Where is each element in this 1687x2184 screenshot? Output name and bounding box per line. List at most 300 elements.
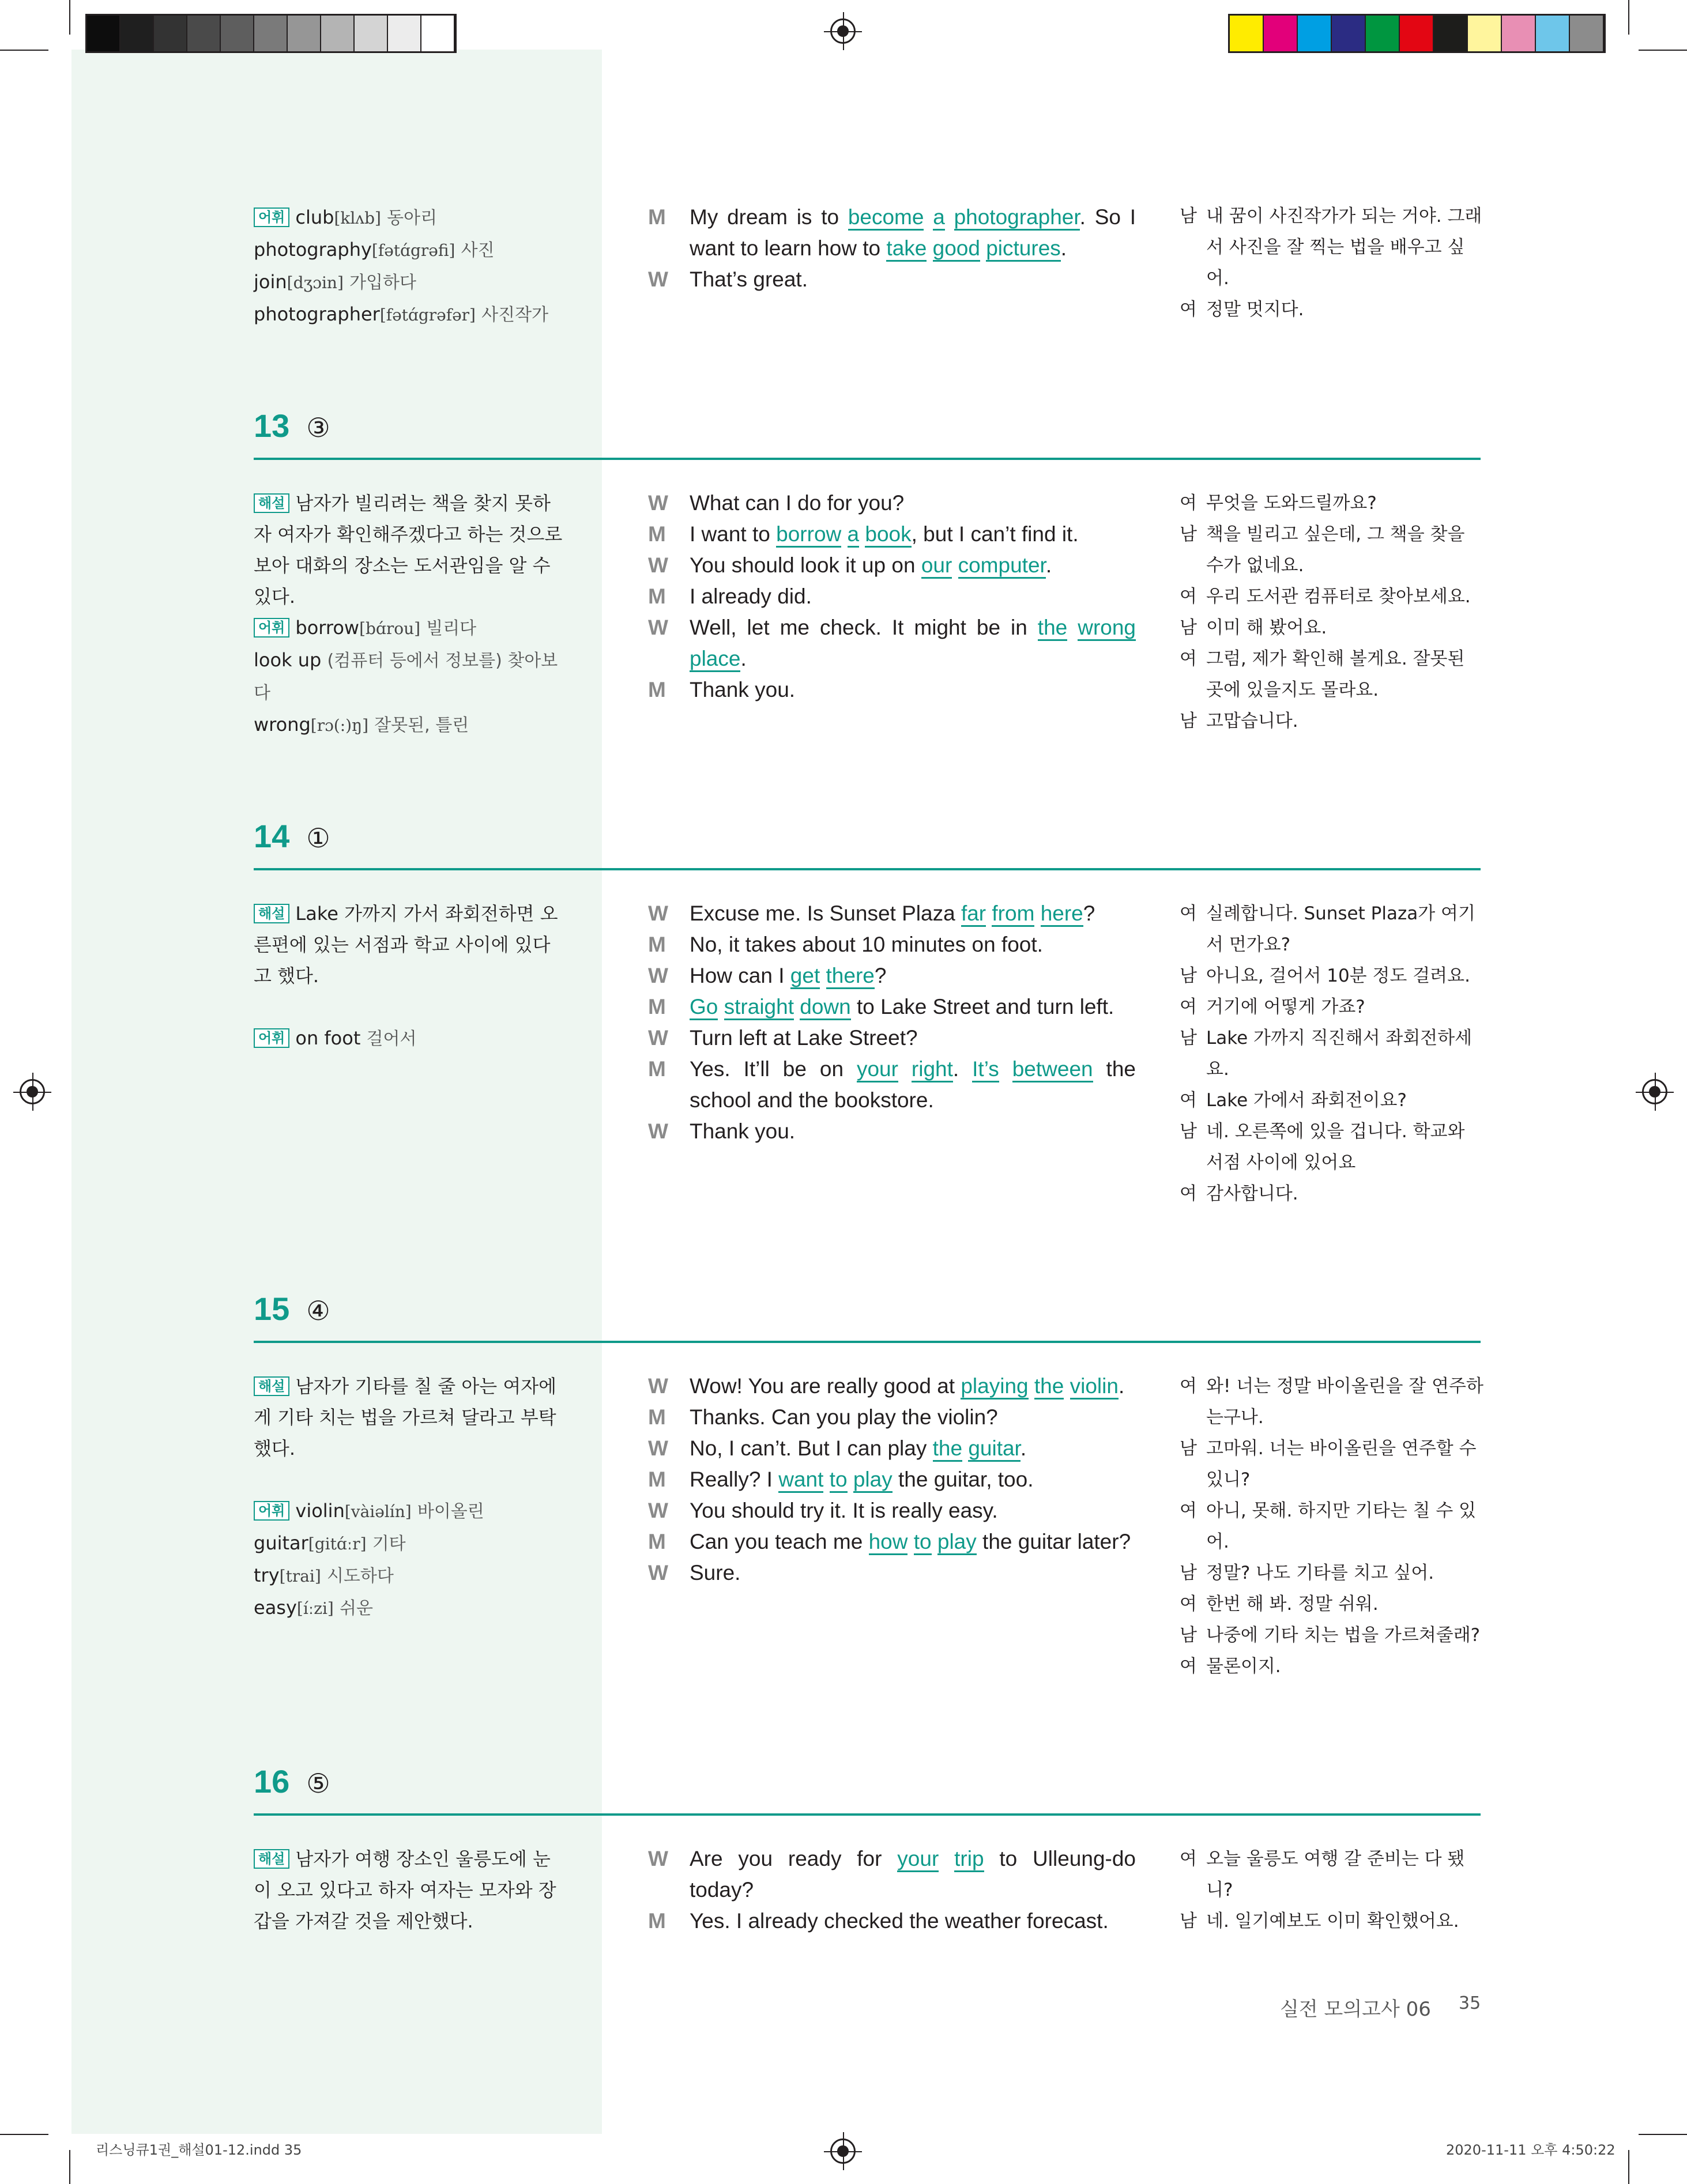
speaker-label: W	[648, 1026, 668, 1050]
registration-mark-icon	[830, 2138, 856, 2164]
answer-blank: far	[961, 901, 986, 927]
crop-mark	[1628, 2150, 1629, 2184]
answer-mark: ①	[306, 823, 330, 854]
answer-blank: the	[1034, 1374, 1064, 1400]
registration-mark-icon	[1642, 1079, 1667, 1104]
answer-blank: your	[897, 1847, 939, 1872]
dialogue-line	[648, 1054, 1136, 1116]
answer-blank: to	[830, 1468, 848, 1493]
dialogue-block	[648, 202, 1136, 295]
vocab-item	[254, 266, 565, 299]
translation-block	[1180, 488, 1484, 737]
vocab-item	[254, 202, 565, 234]
translation-text: 아니요, 걸어서 10분 정도 걸려요.	[1206, 965, 1470, 986]
gray-swatch	[254, 16, 288, 51]
translation-text: 우리 도서관 컴퓨터로 찾아보세요.	[1206, 586, 1471, 607]
translation-line	[1180, 1589, 1484, 1620]
speaker-label: M	[648, 1057, 666, 1081]
speaker-label: W	[648, 616, 668, 639]
translation-line	[1180, 612, 1484, 643]
speaker-label: 남	[1180, 965, 1197, 986]
color-swatch	[1230, 16, 1264, 51]
vocab-phonetic: [dʒɔin]	[287, 273, 344, 292]
dialogue-line	[648, 1557, 1136, 1589]
page-number: 35	[1459, 1993, 1481, 2013]
speaker-label: 남	[1180, 711, 1197, 731]
speaker-label: 여	[1180, 1183, 1197, 1204]
gray-swatch	[355, 16, 388, 51]
question-number: 16	[254, 1763, 290, 1800]
dialogue-line	[648, 960, 1136, 991]
vocab-word: photographer	[254, 303, 380, 325]
answer-blank: play	[853, 1468, 893, 1493]
speaker-label: 여	[1180, 586, 1197, 607]
speaker-label: 여	[1180, 493, 1197, 514]
question-number: 13	[254, 408, 290, 444]
translation-line	[1180, 1495, 1484, 1557]
speaker-label: W	[648, 964, 668, 987]
translation-text: 이미 해 봤어요.	[1206, 617, 1327, 638]
translation-text: 고마워. 너는 바이올린을 연주할 수 있니?	[1206, 1438, 1477, 1490]
dialogue-text: You should look it up on our computer.	[690, 550, 1136, 581]
gray-swatch	[288, 16, 321, 51]
answer-blank: a	[933, 205, 945, 231]
translation-line	[1180, 1178, 1484, 1209]
dialogue-text: What can I do for you?	[690, 491, 905, 515]
translation-line	[1180, 1116, 1484, 1178]
dialogue-line	[648, 1495, 1136, 1526]
vocab-phonetic: [vàiəlín]	[344, 1502, 412, 1521]
answer-blank: guitar	[968, 1436, 1021, 1462]
translation-line	[1180, 1843, 1484, 1906]
dialogue-text: Turn left at Lake Street?	[690, 1026, 918, 1050]
translation-text: 무엇을 도와드릴까요?	[1206, 493, 1377, 514]
speaker-label: M	[648, 584, 666, 608]
crop-mark	[0, 50, 48, 51]
vocab-phonetic: [klʌb]	[334, 209, 381, 228]
answer-blank: pictures	[986, 236, 1061, 262]
dialogue-line	[648, 991, 1136, 1023]
translation-text: 물론이지.	[1206, 1656, 1281, 1677]
vocab-meaning: (컴퓨터 등에서 정보를) 찾아보다	[254, 651, 558, 703]
grayscale-bar	[85, 14, 457, 53]
vocab-word: join	[254, 271, 287, 293]
vocab-item	[254, 612, 565, 644]
translation-text: 그럼, 제가 확인해 볼게요. 잘못된 곳에 있을지도 몰라요.	[1206, 648, 1465, 700]
vocab-phonetic: [fətɑ́grəfər]	[379, 305, 476, 325]
color-swatch	[1400, 16, 1434, 51]
answer-blank: the	[1038, 616, 1067, 641]
vocab-phonetic: [trai]	[279, 1567, 321, 1586]
speaker-label: W	[648, 553, 668, 577]
translation-line	[1180, 1023, 1484, 1085]
dialogue-line	[648, 1371, 1136, 1402]
color-swatch	[1366, 16, 1400, 51]
translation-block	[1180, 898, 1484, 1209]
crop-mark	[1639, 50, 1687, 51]
speaker-label: W	[648, 267, 668, 291]
dialogue-line	[648, 202, 1136, 264]
vocab-word: club	[295, 206, 334, 228]
translation-text: Lake 가까지 직진해서 좌회전하세요.	[1206, 1028, 1473, 1080]
section-header	[254, 1290, 330, 1327]
vocab-item	[254, 1560, 565, 1592]
speaker-label: 여	[1180, 1090, 1197, 1111]
gray-swatch	[120, 16, 154, 51]
crop-mark	[1639, 2134, 1687, 2135]
section-divider	[254, 868, 1481, 870]
vocab-item	[254, 234, 565, 266]
dialogue-line	[648, 1433, 1136, 1464]
section-header	[254, 817, 330, 855]
dialogue-text: How can I get there?	[690, 960, 1136, 991]
answer-blank: want	[778, 1468, 823, 1493]
dialogue-line	[648, 1906, 1136, 1937]
speaker-label: W	[648, 1374, 668, 1398]
speaker-label: 남	[1180, 1028, 1197, 1048]
answer-blank: take	[886, 236, 927, 262]
color-swatch	[1570, 16, 1604, 51]
answer-blank: down	[800, 995, 850, 1020]
dialogue-text: Yes. I already checked the weather forecast.	[690, 1909, 1109, 1933]
answer-blank: straight	[724, 995, 794, 1020]
answer-mark: ⑤	[306, 1768, 330, 1799]
speaker-label: 여	[1180, 1849, 1197, 1869]
dialogue-line	[648, 898, 1136, 929]
dialogue-block	[648, 488, 1136, 706]
gray-swatch	[388, 16, 421, 51]
dialogue-text: I already did.	[690, 584, 812, 608]
speaker-label: 여	[1180, 1594, 1197, 1615]
answer-blank: right	[912, 1057, 953, 1082]
dialogue-text: Can you teach me how to play the guitar later?	[690, 1526, 1136, 1557]
answer-blank: become	[848, 205, 924, 231]
vocab-phonetic: [rɔ(:)ŋ]	[310, 716, 369, 735]
section-header	[254, 407, 330, 444]
translation-text: 실례합니다. Sunset Plaza가 여기서 먼가요?	[1206, 903, 1475, 955]
explanation-text: Lake 가까지 가서 좌회전하면 오른편에 있는 서점과 학교 사이에 있다고 했다.	[254, 903, 558, 987]
dialogue-text: Yes. It’ll be on your right. It’s between the school and the bookstore.	[690, 1057, 1136, 1112]
vocab-phonetic: [fətɑ́grəfi]	[371, 241, 455, 260]
answer-blank: play	[937, 1530, 977, 1555]
explain-tag: 해설	[254, 1376, 289, 1396]
vocab-meaning: 잘못된, 틀린	[374, 715, 469, 735]
dialogue-text: No, I can’t. But I can play the guitar.	[690, 1433, 1136, 1464]
speaker-label: 남	[1180, 524, 1197, 545]
answer-blank: how	[869, 1530, 908, 1555]
translation-text: 내 꿈이 사진작가가 되는 거야. 그래서 사진을 잘 찍는 법을 배우고 싶어.	[1206, 206, 1482, 289]
speaker-label: 여	[1180, 1376, 1197, 1397]
vocab-phonetic: [bɑ́rou]	[359, 619, 421, 638]
answer-blank: to	[914, 1530, 932, 1555]
speaker-label: 남	[1180, 617, 1197, 638]
answer-blank: trip	[954, 1847, 984, 1872]
question-number: 14	[254, 818, 290, 854]
gray-swatch	[187, 16, 221, 51]
translation-block	[1180, 1843, 1484, 1937]
vocab-phonetic: [gitɑ́ːr]	[308, 1534, 367, 1553]
answer-blank: your	[857, 1057, 898, 1082]
speaker-label: 남	[1180, 1911, 1197, 1932]
dialogue-text: Excuse me. Is Sunset Plaza far from here?	[690, 898, 1136, 929]
vocab-block	[254, 612, 565, 741]
vocab-meaning: 사진	[461, 240, 495, 261]
dialogue-text: Are you ready for your trip to Ulleung-do today?	[690, 1847, 1136, 1902]
dialogue-line	[648, 1023, 1136, 1054]
translation-text: 고맙습니다.	[1206, 711, 1298, 731]
answer-blank: the	[933, 1436, 962, 1462]
speaker-label: 여	[1180, 1656, 1197, 1677]
translation-line	[1180, 898, 1484, 960]
color-swatch	[1298, 16, 1332, 51]
vocab-meaning: 빌리다	[426, 618, 477, 639]
section-divider	[254, 1341, 1481, 1343]
explanation-text: 남자가 기타를 칠 줄 아는 여자에게 기타 치는 법을 가르쳐 달라고 부탁했다.	[254, 1375, 557, 1459]
vocab-meaning: 동아리	[387, 208, 438, 228]
speaker-label: 남	[1180, 1438, 1197, 1459]
explanation-block	[254, 488, 565, 612]
color-swatch	[1434, 16, 1468, 51]
translation-line	[1180, 1433, 1484, 1495]
answer-blank: computer	[958, 553, 1046, 579]
dialogue-line	[648, 1402, 1136, 1433]
answer-blank: our	[921, 553, 952, 579]
answer-blank: get	[790, 964, 820, 989]
translation-line	[1180, 1371, 1484, 1433]
color-swatch	[1332, 16, 1366, 51]
speaker-label: M	[648, 933, 666, 956]
vocab-block	[254, 202, 565, 331]
section-header	[254, 1763, 330, 1800]
vocab-meaning: 기타	[372, 1534, 406, 1554]
vocab-item	[254, 709, 565, 741]
dialogue-text: Well, let me check. It might be in the wrong place.	[690, 612, 1136, 674]
gray-swatch	[421, 16, 455, 51]
color-swatch	[1264, 16, 1298, 51]
vocab-word: look up	[254, 649, 322, 671]
translation-line	[1180, 201, 1484, 294]
dialogue-line	[648, 581, 1136, 612]
translation-text: 나중에 기타 치는 법을 가르쳐줄래?	[1206, 1625, 1481, 1646]
dialogue-text: Wow! You are really good at playing the violin.	[690, 1371, 1136, 1402]
gray-swatch	[154, 16, 187, 51]
dialogue-line	[648, 1526, 1136, 1557]
vocab-item	[254, 1592, 565, 1624]
vocab-tag: 어휘	[254, 1501, 289, 1521]
dialogue-text: Sure.	[690, 1561, 741, 1585]
dialogue-line	[648, 1464, 1136, 1495]
answer-blank: wrong	[1078, 616, 1136, 641]
dialogue-text: No, it takes about 10 minutes on foot.	[690, 933, 1043, 956]
translation-text: 정말 멋지다.	[1206, 299, 1304, 320]
speaker-label: 여	[1180, 903, 1197, 924]
vocab-phonetic: [íːzi]	[296, 1599, 334, 1618]
dialogue-line	[648, 674, 1136, 706]
speaker-label: 남	[1180, 206, 1197, 227]
vocab-tag: 어휘	[254, 1028, 289, 1048]
registration-mark-icon	[830, 18, 856, 44]
dialogue-line	[648, 1116, 1136, 1147]
translation-line	[1180, 706, 1484, 737]
translation-text: 오늘 울릉도 여행 갈 준비는 다 됐니?	[1206, 1849, 1465, 1900]
answer-blank: violin	[1070, 1374, 1119, 1400]
explanation-block	[254, 1371, 565, 1464]
answer-blank: from	[992, 901, 1034, 927]
answer-blank: place	[690, 647, 740, 672]
translation-block	[1180, 1371, 1484, 1682]
vocab-word: photography	[254, 239, 372, 261]
registration-mark-icon	[20, 1079, 45, 1104]
answer-mark: ④	[306, 1295, 330, 1326]
translation-text: Lake 가에서 좌회전이요?	[1206, 1090, 1407, 1111]
speaker-label: M	[648, 1530, 666, 1553]
vocab-meaning: 시도하다	[326, 1566, 394, 1586]
vocab-meaning: 바이올린	[417, 1502, 484, 1522]
dialogue-text: That’s great.	[690, 267, 808, 291]
speaker-label: 여	[1180, 1500, 1197, 1521]
explanation-text: 남자가 여행 장소인 울릉도에 눈이 오고 있다고 하자 여자는 모자와 장갑을 가져갈 것을 제안했다.	[254, 1848, 556, 1932]
dialogue-block	[648, 898, 1136, 1147]
dialogue-block	[648, 1843, 1136, 1937]
question-number: 15	[254, 1291, 290, 1327]
vocab-word: violin	[295, 1500, 345, 1522]
dialogue-text: My dream is to become a photographer. So I want to learn how to take good pictures.	[690, 202, 1136, 264]
answer-blank: It’s	[972, 1057, 999, 1082]
answer-blank: borrow	[776, 522, 841, 548]
translation-line	[1180, 581, 1484, 612]
translation-text: 책을 빌리고 싶은데, 그 책을 찾을 수가 없네요.	[1206, 524, 1465, 576]
dialogue-text: Go straight down to Lake Street and turn left.	[690, 991, 1136, 1023]
answer-blank: Go	[690, 995, 718, 1020]
translation-line	[1180, 294, 1484, 325]
vocab-item	[254, 299, 565, 331]
vocab-meaning: 사진작가	[481, 305, 549, 325]
translation-block	[1180, 201, 1484, 325]
dialogue-line	[648, 929, 1136, 960]
answer-blank: there	[826, 964, 875, 989]
footer-title: 실전 모의고사 06	[1280, 1998, 1431, 2021]
color-swatch	[1502, 16, 1536, 51]
crop-mark	[1628, 0, 1629, 35]
vocab-block	[254, 1495, 565, 1624]
vocab-item	[254, 1527, 565, 1560]
translation-text: 네. 오른쪽에 있을 겁니다. 학교와 서점 사이에 있어요	[1206, 1121, 1465, 1173]
vocab-item	[254, 644, 565, 709]
speaker-label: W	[648, 1561, 668, 1585]
speaker-label: 여	[1180, 299, 1197, 320]
dialogue-line	[648, 488, 1136, 519]
dialogue-line	[648, 264, 1136, 295]
color-swatch	[1536, 16, 1570, 51]
translation-text: 한번 해 봐. 정말 쉬워.	[1206, 1594, 1379, 1615]
explanation-text: 남자가 빌리려는 책을 찾지 못하자 여자가 확인해주겠다고 하는 것으로 보아 대화의 장소는 도서관임을 알 수 있다.	[254, 492, 563, 608]
translation-text: 와! 너는 정말 바이올린을 잘 연주하는구나.	[1206, 1376, 1483, 1428]
speaker-label: W	[648, 901, 668, 925]
sidebar-panel	[71, 50, 602, 2134]
dialogue-text: Thank you.	[690, 1119, 796, 1143]
speaker-label: M	[648, 1909, 666, 1933]
crop-mark	[69, 0, 70, 35]
answer-blank: good	[933, 236, 980, 262]
vocab-meaning: 가입하다	[349, 273, 416, 293]
explanation-block	[254, 898, 565, 991]
vocab-word: on foot	[295, 1027, 361, 1049]
vocab-item	[254, 1495, 565, 1527]
speaker-label: 여	[1180, 997, 1197, 1017]
answer-mark: ③	[306, 412, 330, 443]
dialogue-text: I want to borrow a book, but I can’t find it.	[690, 519, 1136, 550]
dialogue-line	[648, 519, 1136, 550]
speaker-label: 남	[1180, 1625, 1197, 1646]
translation-text: 정말? 나도 기타를 치고 싶어.	[1206, 1563, 1434, 1583]
speaker-label: M	[648, 995, 666, 1019]
translation-line	[1180, 1620, 1484, 1651]
speaker-label: M	[648, 1468, 666, 1491]
speaker-label: W	[648, 1119, 668, 1143]
explain-tag: 해설	[254, 904, 289, 923]
dialogue-text: You should try it. It is really easy.	[690, 1499, 998, 1522]
vocab-item	[254, 1023, 565, 1055]
translation-line	[1180, 1906, 1484, 1937]
speaker-label: W	[648, 1847, 668, 1870]
answer-blank: photographer	[954, 205, 1080, 231]
translation-text: 네. 일기예보도 이미 확인했어요.	[1206, 1911, 1459, 1932]
dialogue-text: Really? I want to play the guitar, too.	[690, 1464, 1136, 1495]
color-swatch	[1468, 16, 1502, 51]
translation-line	[1180, 960, 1484, 991]
crop-mark	[69, 2150, 70, 2184]
vocab-word: wrong	[254, 714, 311, 735]
crop-mark	[0, 2134, 48, 2135]
translation-line	[1180, 488, 1484, 519]
vocab-word: borrow	[295, 617, 360, 639]
vocab-tag: 어휘	[254, 208, 289, 227]
answer-blank: playing	[961, 1374, 1028, 1400]
translation-line	[1180, 519, 1484, 581]
answer-blank: between	[1012, 1057, 1093, 1082]
answer-blank: book	[865, 522, 911, 548]
speaker-label: M	[648, 1405, 666, 1429]
vocab-word: try	[254, 1564, 280, 1586]
vocab-word: guitar	[254, 1532, 308, 1554]
translation-text: 거기에 어떻게 가죠?	[1206, 997, 1365, 1017]
dialogue-text: Thanks. Can you play the violin?	[690, 1405, 998, 1429]
speaker-label: W	[648, 1499, 668, 1522]
slug-filename: 리스닝큐1권_해설01-12.indd 35	[96, 2142, 302, 2158]
speaker-label: 여	[1180, 648, 1197, 669]
dialogue-line	[648, 612, 1136, 674]
speaker-label: M	[648, 522, 666, 546]
color-bar	[1228, 14, 1606, 53]
gray-swatch	[321, 16, 355, 51]
vocab-meaning: 걸어서	[366, 1029, 417, 1049]
speaker-label: W	[648, 1436, 668, 1460]
answer-blank: a	[848, 522, 860, 548]
gray-swatch	[87, 16, 120, 51]
explain-tag: 해설	[254, 493, 289, 513]
translation-line	[1180, 1085, 1484, 1116]
vocab-block	[254, 1023, 565, 1055]
speaker-label: M	[648, 678, 666, 701]
speaker-label: 남	[1180, 1121, 1197, 1142]
explanation-block	[254, 1843, 565, 1937]
speaker-label: M	[648, 205, 666, 229]
slug-timestamp: 2020-11-11 오후 4:50:22	[1446, 2142, 1616, 2158]
translation-line	[1180, 1557, 1484, 1589]
dialogue-block	[648, 1371, 1136, 1589]
vocab-meaning: 쉬운	[340, 1598, 373, 1619]
translation-text: 감사합니다.	[1206, 1183, 1298, 1204]
